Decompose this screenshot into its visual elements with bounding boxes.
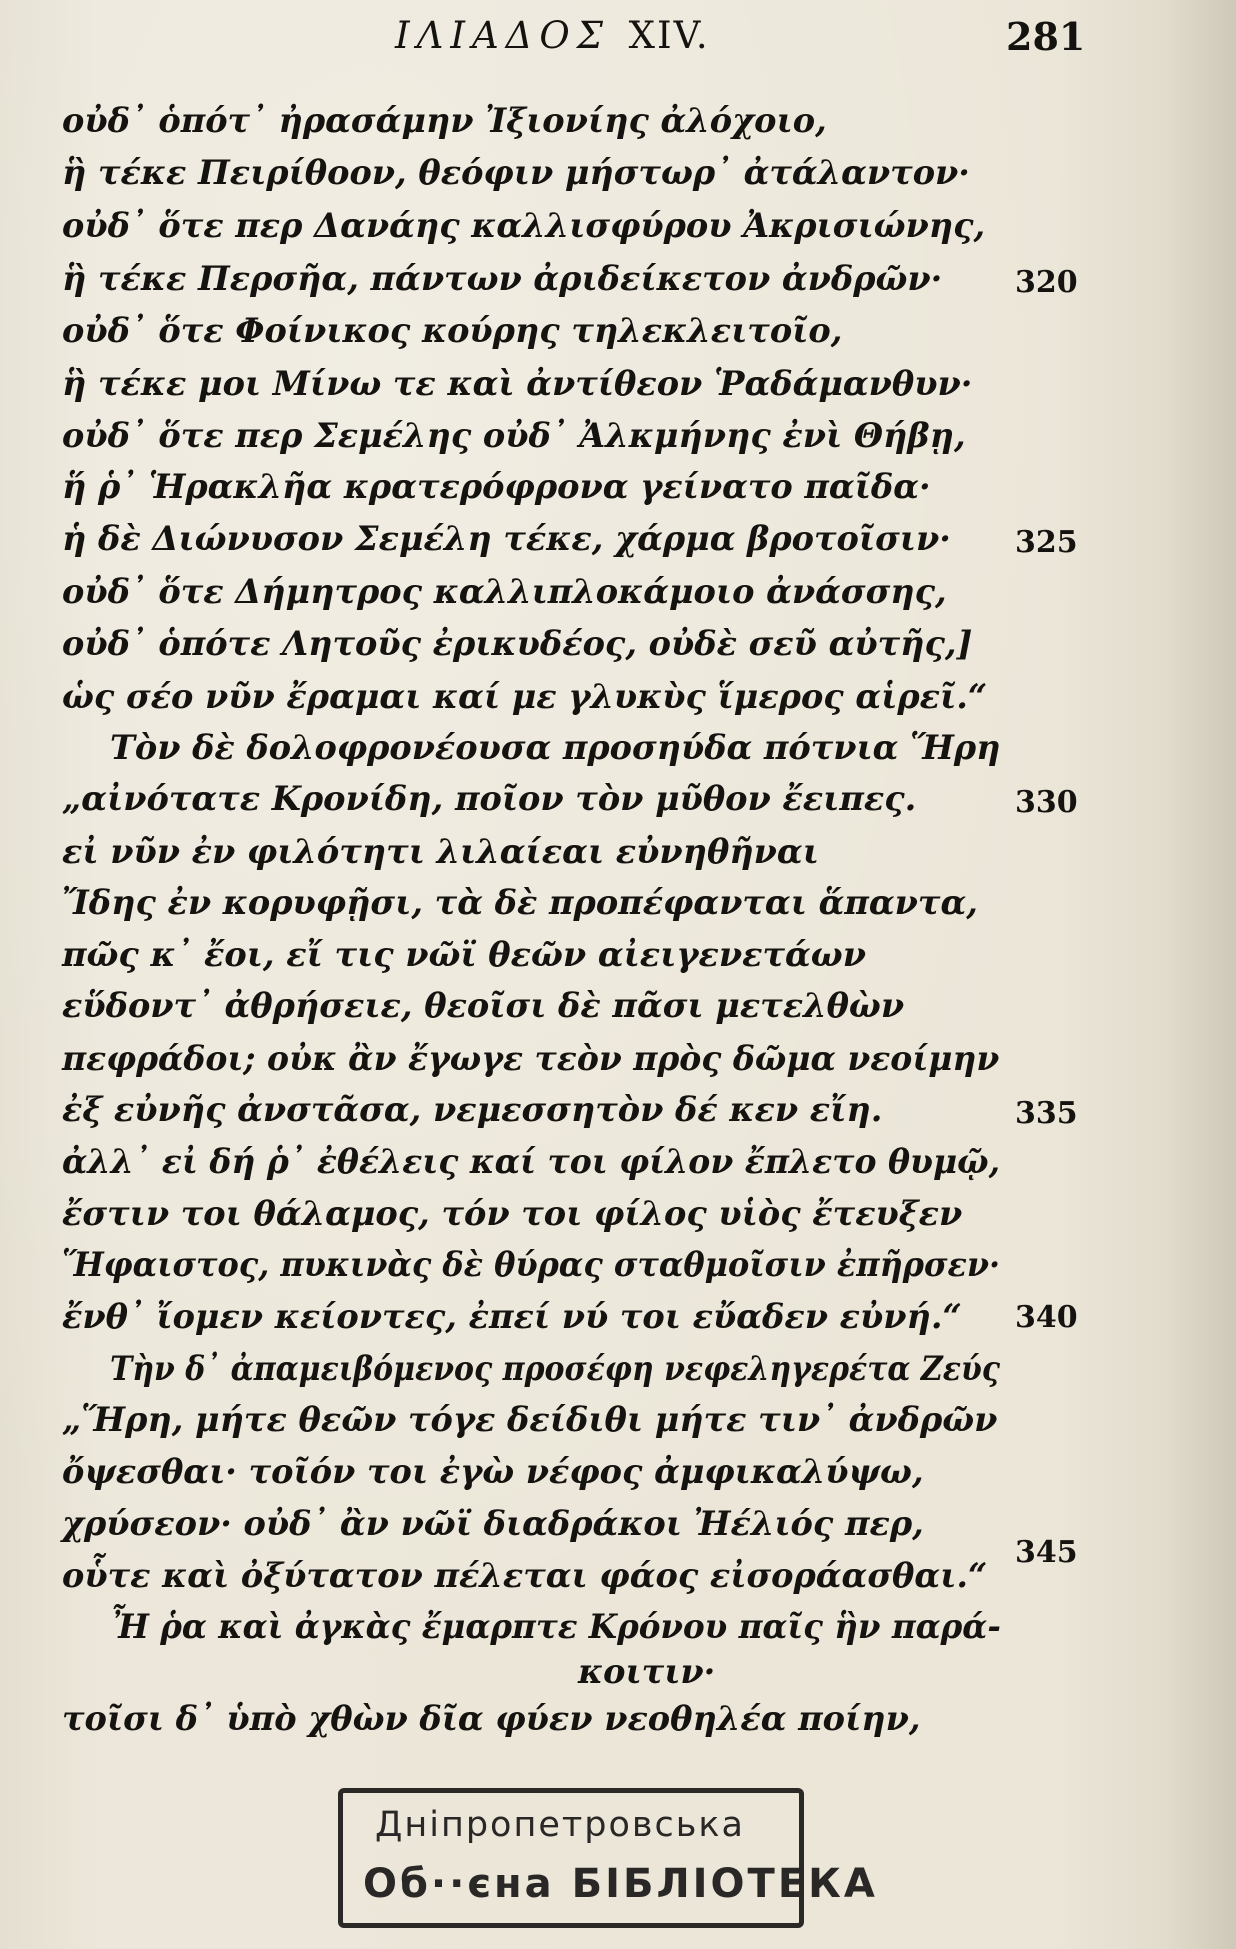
verse-line: οὗτε καὶ ὀξύτατον πέλεται φάος εἰσοράασθαι.“	[62, 1556, 988, 1595]
verse-line: τοῖσι δ᾽ ὑπὸ χθὼν δῖα φύεν νεοθηλέα ποίην,	[62, 1699, 921, 1738]
library-stamp	[338, 1788, 878, 1928]
verse-line: ὄψεσθαι· τοῖόν τοι ἐγὼ νέφος ἀμφικαλύψω,	[62, 1452, 924, 1491]
verse-line: εὕδοντ᾽ ἀθρήσειε, θεοῖσι δὲ πᾶσι μετελθὼν	[62, 986, 905, 1025]
verse-line: ἔστιν τοι θάλαμος, τόν τοι φίλος υἱὸς ἔτευξεν	[62, 1194, 963, 1233]
line-number: 330	[1015, 785, 1078, 820]
verse-line: „αἰνότατε Κρονίδη, ποῖον τὸν μῦθον ἔειπες.	[62, 779, 917, 818]
running-head-title: ΙΛΙΑΔΟΣ	[395, 14, 610, 57]
line-number: 325	[1015, 525, 1078, 560]
verse-line: Ἦ ῥα καὶ ἀγκὰς ἔμαρπτε Κρόνου παῖς ἣν παρά-	[110, 1607, 1001, 1646]
verse-line: ἣ τέκε Περσῆα, πάντων ἀριδείκετον ἀνδρῶν·	[62, 259, 943, 298]
verse-line: ἥ ῥ᾽ Ἡρακλῆα κρατερόφρονα γείνατο παῖδα·	[62, 467, 931, 506]
verse-line: οὐδ᾽ ὁπότ᾽ ἠρασάμην Ἰξιονίης ἀλόχοιο,	[62, 101, 827, 140]
line-number: 335	[1015, 1096, 1078, 1131]
verse-line: οὐδ᾽ ὅτε περ Σεμέλης οὐδ᾽ Ἀλκμήνης ἐνὶ Θήβῃ,	[62, 416, 966, 455]
stamp-line-2: Об··єна БІБЛІОТЕКА	[363, 1861, 878, 1907]
stamp-line-1: Дніпропетровська	[375, 1805, 745, 1845]
verse-line: ἔνθ᾽ ἴομεν κείοντες, ἐπεί νύ τοι εὔαδεν εὐνή.“	[62, 1297, 962, 1336]
line-number: 345	[1015, 1535, 1078, 1570]
verse-line: οὐδ᾽ ὁπότε Λητοῦς ἐρικυδέος, οὐδὲ σεῦ αὐτῆς,]	[62, 624, 973, 663]
verse-line-continuation: κοιτιν·	[578, 1652, 716, 1691]
verse-line: ἐξ εὐνῆς ἀνστᾶσα, νεμεσσητὸν δέ κεν εἴη.	[62, 1090, 883, 1129]
line-number: 320	[1015, 265, 1078, 300]
verse-line: Τὸν δὲ δολοφρονέουσα προσηύδα πότνια Ἥρη	[110, 728, 1001, 767]
verse-line: „Ἥρη, μήτε θεῶν τόγε δείδιθι μήτε τιν᾽ ἀνδρῶν	[62, 1400, 998, 1439]
running-head	[395, 14, 710, 57]
page-number: 281	[1006, 14, 1086, 59]
verse-line: πῶς κ᾽ ἔοι, εἴ τις νῶϊ θεῶν αἰειγενετάων	[62, 935, 866, 974]
verse-line: οὐδ᾽ ὅτε περ Δανάης καλλισφύρου Ἀκρισιώνης,	[62, 206, 986, 245]
verse-line: Ἥφαιστος, πυκινὰς δὲ θύρας σταθμοῖσιν ἐπῆρσεν·	[62, 1245, 1001, 1284]
verse-line: Τὴν δ᾽ ἀπαμειβόμενος προσέφη νεφεληγερέτα Ζεύς	[110, 1349, 1000, 1388]
running-head-book: XIV.	[628, 14, 710, 57]
verse-line: ἡ δὲ Διώνυσον Σεμέλη τέκε, χάρμα βροτοῖσιν·	[62, 519, 951, 558]
page-edge-shadow	[1165, 0, 1236, 1949]
verse-line: εἰ νῦν ἐν φιλότητι λιλαίεαι εὐνηθῆναι	[62, 832, 819, 871]
verse-line: ἀλλ᾽ εἰ δή ῥ᾽ ἐθέλεις καί τοι φίλον ἔπλετο θυμῷ,	[62, 1142, 1001, 1181]
verse-line: ἣ τέκε Πειρίθοον, θεόφιν μήστωρ᾽ ἀτάλαντον·	[62, 153, 970, 192]
verse-line: ὡς σέο νῦν ἔραμαι καί με γλυκὺς ἵμερος αἱρεῖ.“	[62, 677, 988, 716]
line-number: 340	[1015, 1300, 1078, 1335]
verse-line: πεφράδοι; οὐκ ἂν ἔγωγε τεὸν πρὸς δῶμα νεοίμην	[62, 1039, 1000, 1078]
verse-line: ἣ τέκε μοι Μίνω τε καὶ ἀντίθεον Ῥαδάμανθυν·	[62, 364, 973, 403]
verse-line: χρύσεον· οὐδ᾽ ἂν νῶϊ διαδράκοι Ἠέλιός περ,	[62, 1504, 924, 1543]
verse-line: οὐδ᾽ ὅτε Φοίνικος κούρης τηλεκλειτοῖο,	[62, 311, 843, 350]
verse-line: οὐδ᾽ ὅτε Δήμητρος καλλιπλοκάμοιο ἀνάσσης,	[62, 572, 947, 611]
verse-line: Ἴδης ἐν κορυφῇσι, τὰ δὲ προπέφανται ἅπαντα,	[62, 883, 978, 922]
